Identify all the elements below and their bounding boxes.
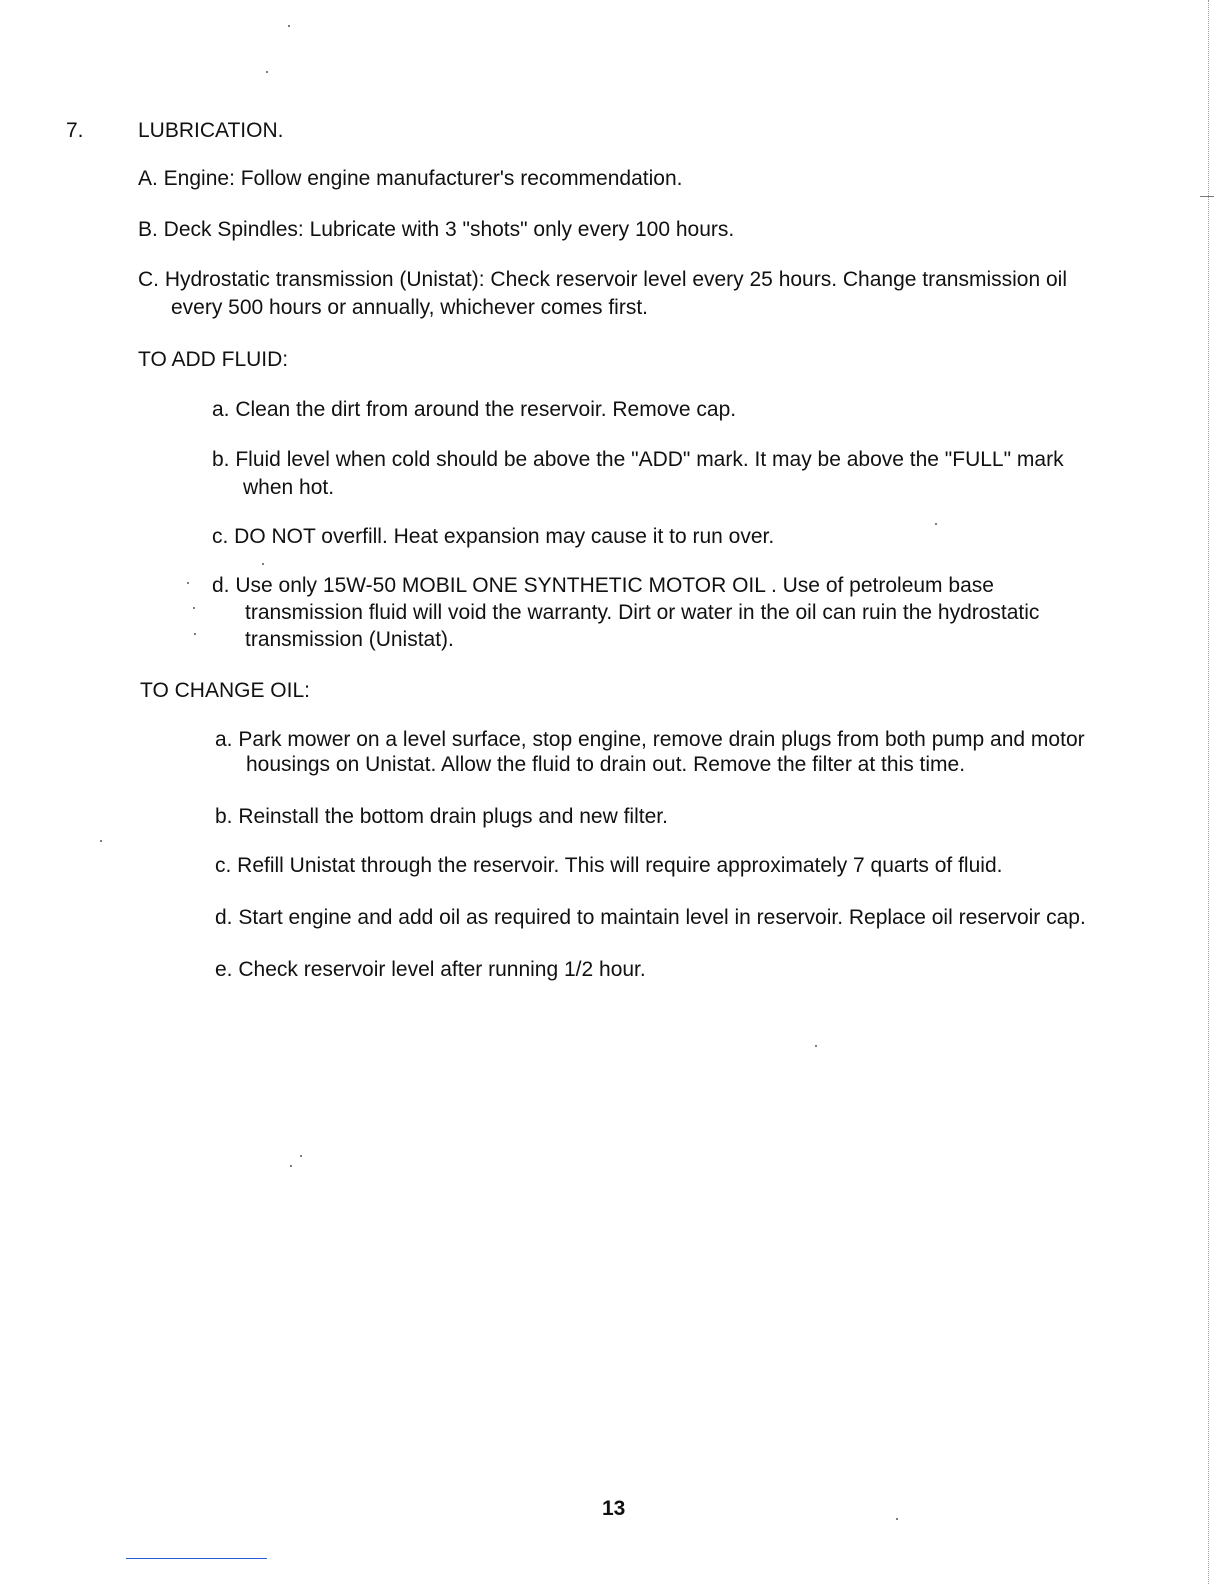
scan-speck (896, 1518, 898, 1520)
item-deck-spindles: B. Deck Spindles: Lubricate with 3 "shots" only every 100 hours. (138, 218, 735, 241)
scan-speck (815, 1045, 817, 1047)
add-fluid-step-c: c. DO NOT overfill. Heat expansion may cause it to run over. (212, 525, 775, 548)
item-engine: A. Engine: Follow engine manufacturer's recommendation. (138, 167, 683, 190)
page-number: 13 (602, 1497, 626, 1520)
scan-edge-tick (1200, 196, 1214, 197)
section-number: 7. (66, 119, 84, 142)
scan-bottom-line (126, 1558, 267, 1559)
add-fluid-step-d-line-1: d. Use only 15W-50 MOBIL ONE SYNTHETIC MOTOR OIL . Use of petroleum base (212, 574, 994, 597)
scan-speck (935, 523, 937, 525)
scan-speck (187, 582, 189, 584)
scan-speck (266, 71, 268, 73)
scan-speck (194, 633, 196, 635)
add-fluid-heading: TO ADD FLUID: (138, 348, 289, 371)
change-oil-step-a-line-1: a. Park mower on a level surface, stop engine, remove drain plugs from both pump and motor (215, 728, 1085, 751)
scan-speck (193, 607, 195, 609)
scan-edge-line (1208, 0, 1209, 1584)
item-hydrostatic-line-2: every 500 hours or annually, whichever comes first. (171, 296, 648, 319)
scan-speck (300, 1155, 302, 1157)
add-fluid-step-d-line-3: transmission (Unistat). (245, 628, 454, 651)
add-fluid-step-b-line-2: when hot. (243, 476, 335, 499)
scan-speck (262, 563, 264, 565)
scan-speck (288, 25, 290, 27)
add-fluid-step-d-line-2: transmission fluid will void the warranty. Dirt or water in the oil can ruin the hydrostatic (245, 601, 1040, 624)
item-hydrostatic-line-1: C. Hydrostatic transmission (Unistat): Check reservoir level every 25 hours. Change transmission oil (138, 268, 1068, 291)
change-oil-step-e: e. Check reservoir level after running 1/2 hour. (215, 958, 646, 981)
change-oil-step-d: d. Start engine and add oil as required to maintain level in reservoir. Replace oil reservoir cap. (215, 906, 1086, 929)
section-title: LUBRICATION. (138, 119, 284, 142)
add-fluid-step-b-line-1: b. Fluid level when cold should be above the "ADD" mark. It may be above the "FULL" mark (212, 448, 1064, 471)
scan-speck (100, 840, 102, 842)
scan-speck (290, 1165, 292, 1167)
change-oil-heading: TO CHANGE OIL: (140, 679, 310, 702)
change-oil-step-a-line-2: housings on Unistat. Allow the fluid to drain out. Remove the filter at this time. (246, 753, 966, 776)
change-oil-step-b: b. Reinstall the bottom drain plugs and new filter. (215, 805, 668, 828)
add-fluid-step-a: a. Clean the dirt from around the reservoir. Remove cap. (212, 398, 737, 421)
change-oil-step-c: c. Refill Unistat through the reservoir. This will require approximately 7 quarts of fluid. (215, 854, 1003, 877)
